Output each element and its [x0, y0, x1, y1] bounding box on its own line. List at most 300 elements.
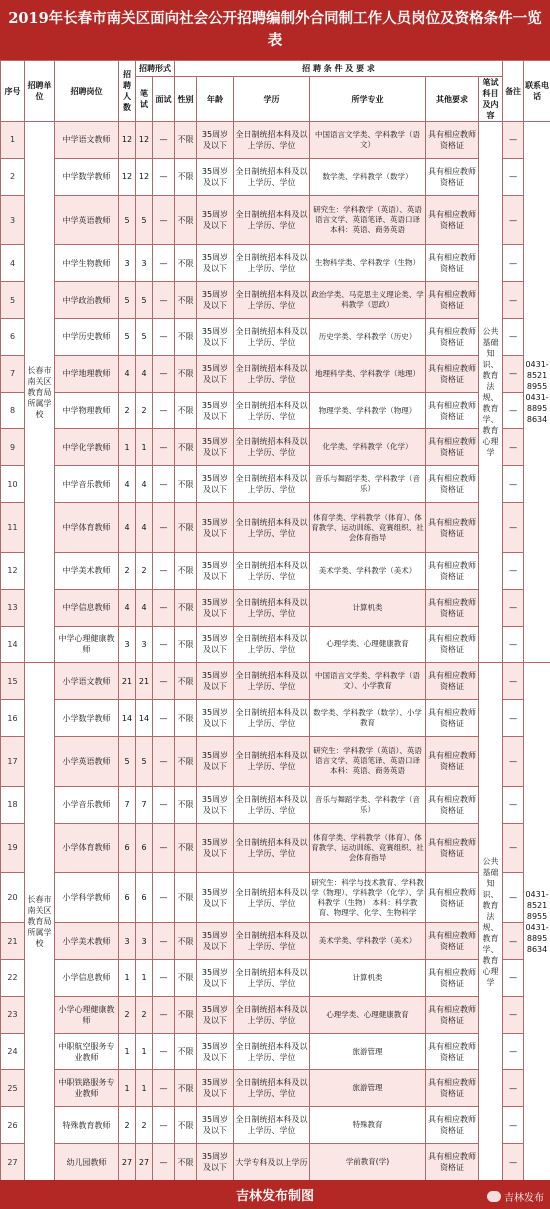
cell-interview: — [153, 429, 175, 466]
table-row [1, 1144, 550, 1181]
cell-written: 7 [136, 786, 153, 823]
cell-age: 35周岁及以下 [197, 1033, 234, 1070]
cell-seq: 24 [1, 1033, 25, 1070]
header-age: 年龄 [197, 77, 234, 122]
cell-interview: — [153, 158, 175, 195]
cell-edu: 全日制统招本科及以上学历、学位 [234, 700, 310, 737]
cell-num: 7 [119, 786, 136, 823]
cell-seq: 21 [1, 923, 25, 960]
cell-interview: — [153, 282, 175, 319]
cell-gender: 不限 [175, 626, 197, 663]
cell-note: — [503, 282, 524, 319]
cell-gender: 不限 [175, 552, 197, 589]
cell-seq: 8 [1, 392, 25, 429]
cell-seq: 10 [1, 466, 25, 503]
cell-seq: 9 [1, 429, 25, 466]
cell-num: 12 [119, 158, 136, 195]
cell-note: — [503, 1144, 524, 1181]
cell-seq: 14 [1, 626, 25, 663]
cell-num: 6 [119, 873, 136, 923]
cell-written: 4 [136, 589, 153, 626]
cell-written: 1 [136, 1070, 153, 1107]
cell-written: 4 [136, 503, 153, 553]
cell-major: 化学类、学科教学（化学） [310, 429, 426, 466]
cell-num: 12 [119, 122, 136, 159]
cell-major: 研究生：学科教学（英语）、英语语言文学、英语笔译、英语口译 本科：英语、商务英语 [310, 736, 426, 786]
cell-note: — [503, 392, 524, 429]
table-row [1, 873, 550, 923]
cell-age: 35周岁及以下 [197, 1070, 234, 1107]
cell-gender: 不限 [175, 823, 197, 873]
cell-other: 具有相应教师资格证 [426, 122, 479, 159]
cell-num: 2 [119, 1107, 136, 1144]
cell-other: 具有相应教师资格证 [426, 786, 479, 823]
cell-num: 3 [119, 245, 136, 282]
cell-written: 6 [136, 873, 153, 923]
cell-post: 小学英语教师 [55, 736, 119, 786]
table-row [1, 466, 550, 503]
cell-seq: 20 [1, 873, 25, 923]
cell-major: 心理学类、心理健康教育 [310, 626, 426, 663]
cell-seq: 5 [1, 282, 25, 319]
cell-age: 35周岁及以下 [197, 996, 234, 1033]
header-form: 招聘形式 [136, 61, 175, 77]
cell-gender: 不限 [175, 392, 197, 429]
cell-post: 中学政治教师 [55, 282, 119, 319]
cell-edu: 全日制统招本科及以上学历、学位 [234, 122, 310, 159]
cell-interview: — [153, 552, 175, 589]
cell-edu: 全日制统招本科及以上学历、学位 [234, 736, 310, 786]
cell-other: 具有相应教师资格证 [426, 1144, 479, 1181]
cell-written: 12 [136, 158, 153, 195]
cell-age: 35周岁及以下 [197, 736, 234, 786]
cell-unit: 长春市南关区教育局所属学校 [25, 122, 55, 663]
cell-gender: 不限 [175, 589, 197, 626]
cell-age: 35周岁及以下 [197, 1107, 234, 1144]
cell-major: 计算机类 [310, 589, 426, 626]
cell-major: 旅游管理 [310, 1033, 426, 1070]
cell-written: 21 [136, 663, 153, 700]
cell-other: 具有相应教师资格证 [426, 663, 479, 700]
cell-note: — [503, 1033, 524, 1070]
cell-other: 具有相应教师资格证 [426, 626, 479, 663]
cell-other: 具有相应教师资格证 [426, 466, 479, 503]
header-gender: 性别 [175, 77, 197, 122]
cell-gender: 不限 [175, 736, 197, 786]
cell-edu: 全日制统招本科及以上学历、学位 [234, 245, 310, 282]
wechat-icon [487, 1191, 501, 1202]
cell-num: 1 [119, 429, 136, 466]
cell-post: 特殊教育教师 [55, 1107, 119, 1144]
cell-post: 小学语文教师 [55, 663, 119, 700]
cell-post: 小学美术教师 [55, 923, 119, 960]
cell-major: 美术学类、学科教学（美术） [310, 552, 426, 589]
cell-edu: 全日制统招本科及以上学历、学位 [234, 503, 310, 553]
cell-seq: 2 [1, 158, 25, 195]
cell-major: 政治学类、马克思主义理论类、学科教学（思政） [310, 282, 426, 319]
cell-num: 2 [119, 552, 136, 589]
cell-post: 中学物理教师 [55, 392, 119, 429]
cell-written: 3 [136, 923, 153, 960]
header-major: 所学专业 [310, 77, 426, 122]
cell-num: 1 [119, 959, 136, 996]
cell-gender: 不限 [175, 700, 197, 737]
cell-major: 研究生：科学与技术教育、学科教学（物理）、学科教学（化学）、学科教学（生物） 本科：科学教育、物理学、化学、生物科学 [310, 873, 426, 923]
cell-written: 1 [136, 429, 153, 466]
cell-post: 中学音乐教师 [55, 466, 119, 503]
cell-other: 具有相应教师资格证 [426, 245, 479, 282]
cell-written: 6 [136, 823, 153, 873]
cell-major: 心理学类、心理健康教育 [310, 996, 426, 1033]
table-row [1, 786, 550, 823]
cell-other: 具有相应教师资格证 [426, 552, 479, 589]
cell-age: 35周岁及以下 [197, 158, 234, 195]
cell-seq: 11 [1, 503, 25, 553]
table-body [1, 122, 550, 1181]
cell-seq: 13 [1, 589, 25, 626]
table-row [1, 355, 550, 392]
cell-post: 中职航空服务专业教师 [55, 1033, 119, 1070]
cell-other: 具有相应教师资格证 [426, 355, 479, 392]
cell-written: 2 [136, 552, 153, 589]
cell-edu: 全日制统招本科及以上学历、学位 [234, 823, 310, 873]
cell-interview: — [153, 663, 175, 700]
cell-age: 35周岁及以下 [197, 663, 234, 700]
cell-note: — [503, 786, 524, 823]
cell-post: 小学信息教师 [55, 959, 119, 996]
cell-edu: 全日制统招本科及以上学历、学位 [234, 923, 310, 960]
cell-age: 35周岁及以下 [197, 195, 234, 245]
table-row [1, 319, 550, 356]
cell-num: 5 [119, 736, 136, 786]
cell-edu: 全日制统招本科及以上学历、学位 [234, 1107, 310, 1144]
cell-num: 6 [119, 823, 136, 873]
cell-edu: 全日制统招本科及以上学历、学位 [234, 158, 310, 195]
cell-post: 小学心理健康教师 [55, 996, 119, 1033]
cell-edu: 全日制统招本科及以上学历、学位 [234, 355, 310, 392]
cell-num: 14 [119, 700, 136, 737]
cell-other: 具有相应教师资格证 [426, 195, 479, 245]
cell-major: 特殊教育 [310, 1107, 426, 1144]
cell-phone: 0431-85218955 0431-88958634 [524, 122, 550, 663]
cell-major: 音乐与舞蹈学类、学科教学（音乐） [310, 466, 426, 503]
cell-gender: 不限 [175, 195, 197, 245]
cell-note: — [503, 873, 524, 923]
watermark [487, 1189, 544, 1204]
cell-seq: 18 [1, 786, 25, 823]
cell-age: 35周岁及以下 [197, 122, 234, 159]
cell-note: — [503, 996, 524, 1033]
cell-num: 4 [119, 503, 136, 553]
cell-note: — [503, 923, 524, 960]
cell-other: 具有相应教师资格证 [426, 429, 479, 466]
header-unit: 招聘单位 [25, 61, 55, 122]
cell-exam: 公共基础知识、教育法规、教育学、教育心理学 [479, 122, 503, 663]
cell-major: 体育学类、学科教学（体育）、体育教学、运动训练、竞赛组织、社会体育指导 [310, 503, 426, 553]
cell-num: 5 [119, 282, 136, 319]
header-phone: 联系电话 [524, 61, 550, 122]
cell-other: 具有相应教师资格证 [426, 392, 479, 429]
cell-seq: 12 [1, 552, 25, 589]
cell-other: 具有相应教师资格证 [426, 1107, 479, 1144]
watermark-text: 吉林发布 [504, 1193, 544, 1204]
table-row [1, 245, 550, 282]
cell-note: — [503, 195, 524, 245]
cell-seq: 16 [1, 700, 25, 737]
header-interview: 面试 [153, 77, 175, 122]
cell-interview: — [153, 319, 175, 356]
cell-gender: 不限 [175, 429, 197, 466]
cell-note: — [503, 1070, 524, 1107]
cell-other: 具有相应教师资格证 [426, 282, 479, 319]
cell-age: 35周岁及以下 [197, 786, 234, 823]
cell-major: 物理学类、学科教学（物理） [310, 392, 426, 429]
cell-note: — [503, 663, 524, 700]
cell-seq: 19 [1, 823, 25, 873]
cell-edu: 全日制统招本科及以上学历、学位 [234, 873, 310, 923]
cell-post: 中学化学教师 [55, 429, 119, 466]
cell-note: — [503, 466, 524, 503]
cell-edu: 全日制统招本科及以上学历、学位 [234, 319, 310, 356]
cell-num: 3 [119, 923, 136, 960]
cell-note: — [503, 736, 524, 786]
cell-post: 小学体育教师 [55, 823, 119, 873]
cell-gender: 不限 [175, 873, 197, 923]
cell-seq: 26 [1, 1107, 25, 1144]
cell-post: 中学美术教师 [55, 552, 119, 589]
cell-edu: 全日制统招本科及以上学历、学位 [234, 282, 310, 319]
table-row [1, 823, 550, 873]
cell-post: 中学英语教师 [55, 195, 119, 245]
table-row [1, 195, 550, 245]
cell-post: 中学地理教师 [55, 355, 119, 392]
cell-interview: — [153, 1070, 175, 1107]
cell-edu: 全日制统招本科及以上学历、学位 [234, 195, 310, 245]
cell-written: 1 [136, 1033, 153, 1070]
cell-other: 具有相应教师资格证 [426, 823, 479, 873]
cell-age: 35周岁及以下 [197, 589, 234, 626]
cell-edu: 大学专科及以上学历 [234, 1144, 310, 1181]
cell-seq: 22 [1, 959, 25, 996]
cell-major: 数学类、学科教学（数学）、小学教育 [310, 700, 426, 737]
cell-seq: 25 [1, 1070, 25, 1107]
cell-edu: 全日制统招本科及以上学历、学位 [234, 663, 310, 700]
cell-gender: 不限 [175, 466, 197, 503]
cell-written: 3 [136, 626, 153, 663]
cell-note: — [503, 158, 524, 195]
cell-written: 14 [136, 700, 153, 737]
cell-gender: 不限 [175, 319, 197, 356]
cell-major: 旅游管理 [310, 1070, 426, 1107]
cell-other: 具有相应教师资格证 [426, 736, 479, 786]
cell-post: 中学语文教师 [55, 122, 119, 159]
cell-interview: — [153, 996, 175, 1033]
cell-note: — [503, 355, 524, 392]
cell-other: 具有相应教师资格证 [426, 1070, 479, 1107]
cell-age: 35周岁及以下 [197, 959, 234, 996]
cell-written: 2 [136, 996, 153, 1033]
cell-edu: 全日制统招本科及以上学历、学位 [234, 552, 310, 589]
cell-edu: 全日制统招本科及以上学历、学位 [234, 589, 310, 626]
cell-age: 35周岁及以下 [197, 503, 234, 553]
cell-interview: — [153, 392, 175, 429]
cell-major: 音乐与舞蹈学类、学科教学（音乐） [310, 786, 426, 823]
cell-major: 研究生：学科教学（英语）、英语语言文学、英语笔译、英语口译 本科：英语、商务英语 [310, 195, 426, 245]
table-row [1, 122, 550, 159]
cell-note: — [503, 700, 524, 737]
cell-major: 学前教育(学) [310, 1144, 426, 1181]
cell-gender: 不限 [175, 996, 197, 1033]
cell-age: 35周岁及以下 [197, 392, 234, 429]
header-other: 其他要求 [426, 77, 479, 122]
table-row [1, 589, 550, 626]
cell-age: 35周岁及以下 [197, 466, 234, 503]
cell-interview: — [153, 355, 175, 392]
cell-unit: 长春市南关区教育局所属学校 [25, 663, 55, 1181]
cell-post: 中学信息教师 [55, 589, 119, 626]
cell-other: 具有相应教师资格证 [426, 923, 479, 960]
cell-interview: — [153, 736, 175, 786]
cell-age: 35周岁及以下 [197, 552, 234, 589]
header-num: 招聘人数 [119, 61, 136, 122]
cell-major: 生物科学类、学科教学（生物） [310, 245, 426, 282]
recruitment-table [0, 60, 550, 1181]
cell-other: 具有相应教师资格证 [426, 996, 479, 1033]
cell-num: 4 [119, 589, 136, 626]
cell-num: 1 [119, 1033, 136, 1070]
cell-note: — [503, 552, 524, 589]
cell-note: — [503, 1107, 524, 1144]
cell-interview: — [153, 122, 175, 159]
cell-interview: — [153, 195, 175, 245]
cell-num: 2 [119, 392, 136, 429]
cell-interview: — [153, 1033, 175, 1070]
cell-written: 2 [136, 1107, 153, 1144]
cell-seq: 15 [1, 663, 25, 700]
cell-seq: 3 [1, 195, 25, 245]
cell-note: — [503, 626, 524, 663]
header-post: 招聘岗位 [55, 61, 119, 122]
cell-interview: — [153, 503, 175, 553]
cell-written: 4 [136, 466, 153, 503]
cell-written: 5 [136, 319, 153, 356]
cell-other: 具有相应教师资格证 [426, 959, 479, 996]
cell-num: 5 [119, 195, 136, 245]
table-row [1, 158, 550, 195]
cell-written: 2 [136, 392, 153, 429]
cell-post: 中学生物教师 [55, 245, 119, 282]
cell-interview: — [153, 786, 175, 823]
cell-note: — [503, 959, 524, 996]
cell-written: 12 [136, 122, 153, 159]
table-row [1, 429, 550, 466]
cell-note: — [503, 589, 524, 626]
cell-major: 历史学类、学科教学（历史） [310, 319, 426, 356]
cell-age: 35周岁及以下 [197, 282, 234, 319]
header-seq: 序号 [1, 61, 25, 122]
cell-age: 35周岁及以下 [197, 873, 234, 923]
table-row [1, 552, 550, 589]
cell-age: 35周岁及以下 [197, 700, 234, 737]
cell-interview: — [153, 466, 175, 503]
cell-age: 35周岁及以下 [197, 823, 234, 873]
cell-seq: 23 [1, 996, 25, 1033]
cell-post: 中学历史教师 [55, 319, 119, 356]
cell-edu: 全日制统招本科及以上学历、学位 [234, 786, 310, 823]
cell-major: 中国语言文学类、学科教学（语文）、小学教育 [310, 663, 426, 700]
cell-written: 5 [136, 282, 153, 319]
table-row [1, 736, 550, 786]
cell-edu: 全日制统招本科及以上学历、学位 [234, 429, 310, 466]
cell-edu: 全日制统招本科及以上学历、学位 [234, 959, 310, 996]
cell-seq: 17 [1, 736, 25, 786]
cell-post: 中学数学教师 [55, 158, 119, 195]
cell-post: 小学数学教师 [55, 700, 119, 737]
cell-written: 5 [136, 195, 153, 245]
cell-other: 具有相应教师资格证 [426, 319, 479, 356]
cell-note: — [503, 503, 524, 553]
cell-post: 幼儿园教师 [55, 1144, 119, 1181]
table-row [1, 1070, 550, 1107]
cell-edu: 全日制统招本科及以上学历、学位 [234, 626, 310, 663]
cell-post: 中学心理健康教师 [55, 626, 119, 663]
table-row [1, 626, 550, 663]
cell-interview: — [153, 923, 175, 960]
cell-post: 小学科学教师 [55, 873, 119, 923]
cell-major: 中国语言文学类、学科教学（语文） [310, 122, 426, 159]
cell-age: 35周岁及以下 [197, 429, 234, 466]
cell-note: — [503, 823, 524, 873]
cell-gender: 不限 [175, 1144, 197, 1181]
cell-written: 5 [136, 736, 153, 786]
table-row [1, 663, 550, 700]
cell-major: 计算机类 [310, 959, 426, 996]
cell-written: 4 [136, 355, 153, 392]
cell-num: 21 [119, 663, 136, 700]
cell-written: 1 [136, 959, 153, 996]
cell-seq: 1 [1, 122, 25, 159]
cell-num: 3 [119, 626, 136, 663]
cell-major: 数学类、学科教学（数学） [310, 158, 426, 195]
header-edu: 学历 [234, 77, 310, 122]
cell-post: 中学体育教师 [55, 503, 119, 553]
cell-edu: 全日制统招本科及以上学历、学位 [234, 1070, 310, 1107]
cell-other: 具有相应教师资格证 [426, 700, 479, 737]
cell-edu: 全日制统招本科及以上学历、学位 [234, 466, 310, 503]
cell-interview: — [153, 873, 175, 923]
cell-interview: — [153, 700, 175, 737]
cell-gender: 不限 [175, 282, 197, 319]
header-note: 备注 [503, 61, 524, 122]
table-row [1, 700, 550, 737]
cell-age: 35周岁及以下 [197, 923, 234, 960]
cell-note: — [503, 245, 524, 282]
cell-interview: — [153, 626, 175, 663]
cell-exam: 公共基础知识、教育法规、教育学、教育心理学 [479, 663, 503, 1181]
cell-edu: 全日制统招本科及以上学历、学位 [234, 392, 310, 429]
cell-note: — [503, 429, 524, 466]
cell-gender: 不限 [175, 122, 197, 159]
cell-major: 体育学类、学科教学（体育）、体育教学、运动训练、竞赛组织、社会体育指导 [310, 823, 426, 873]
cell-age: 35周岁及以下 [197, 626, 234, 663]
cell-num: 27 [119, 1144, 136, 1181]
cell-num: 2 [119, 996, 136, 1033]
header-written: 笔试 [136, 77, 153, 122]
cell-other: 具有相应教师资格证 [426, 873, 479, 923]
table-row [1, 282, 550, 319]
cell-major: 美术学类、学科教学（美术） [310, 923, 426, 960]
table-row [1, 1033, 550, 1070]
